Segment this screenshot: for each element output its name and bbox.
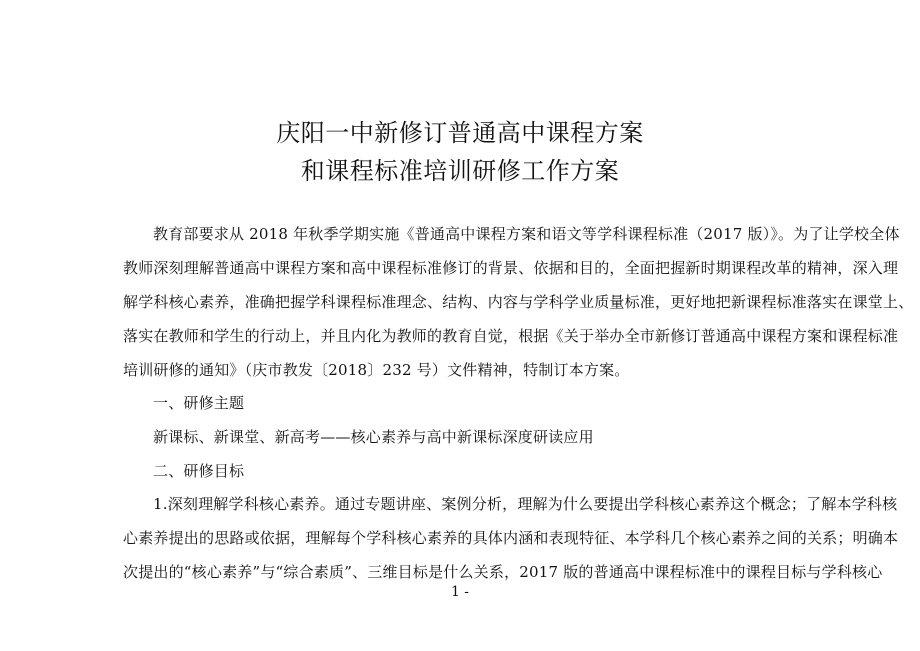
document-title-line-2: 和课程标准培训研修工作方案 [300,157,620,185]
section-2-line-3: 次提出的“核心素养”与“综合素质”、三维目标是什么关系，2017 版的普通高中课程标准中的课程目标与学科核心 [123,563,883,581]
page-number: 1 - [450,584,470,600]
intro-paragraph-line-5: 培训研修的通知》（庆市教发〔2018〕232 号）文件精神，特制订本方案。 [123,361,630,379]
section-1-heading: 一、研修主题 [153,394,245,412]
section-2-line-1: 1.深刻理解学科核心素养。通过专题讲座、案例分析，理解为什么要提出学科核心素养这个概念；了解本学科核 [153,495,898,513]
document-title-line-1: 庆阳一中新修订普通高中课程方案 [276,119,644,147]
intro-paragraph-line-2: 教师深刻理解普通高中课程方案和高中课程标准修订的背景、依据和目的，全面把握新时期课程改革的精神，深入理 [123,259,899,277]
section-2-heading: 二、研修目标 [153,462,245,480]
intro-paragraph-line-4: 落实在教师和学生的行动上，并且内化为教师的教育自觉，根据《关于举办全市新修订普通高中课程方案和课程标准 [123,327,899,345]
section-2-line-2: 心素养提出的思路或依据，理解每个学科核心素养的具体内涵和表现特征、本学科几个核心素养之间的关系；明确本 [123,529,899,547]
intro-paragraph-line-1: 教育部要求从 2018 年秋季学期实施《普通高中课程方案和语文等学科课程标准（2017 版）》。为了让学校全体 [153,225,900,243]
intro-paragraph-line-3: 解学科核心素养，准确把握学科课程标准理念、结构、内容与学科学业质量标准，更好地把新课程标准落实在课堂上、 [123,293,914,311]
section-1-text: 新课标、新课堂、新高考——核心素养与高中新课标深度研读应用 [153,428,594,446]
